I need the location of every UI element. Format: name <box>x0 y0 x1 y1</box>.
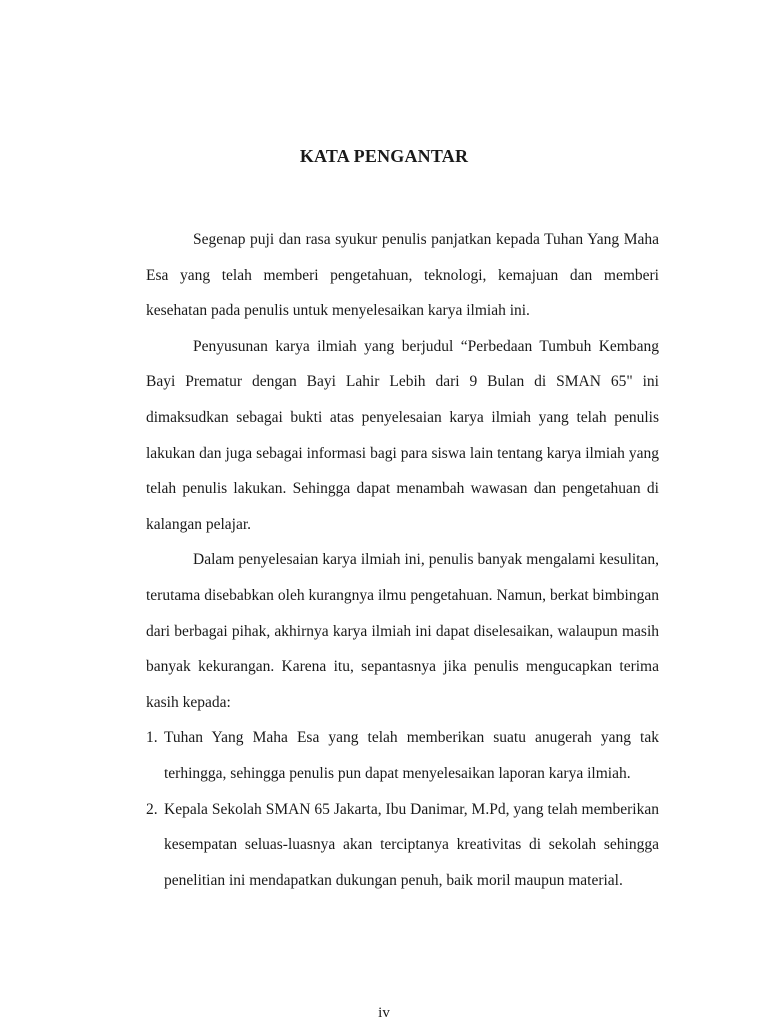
list-item-number: 2. <box>146 800 158 818</box>
paragraph-3: Dalam penyelesaian karya ilmiah ini, penulis banyak mengalami kesulitan, terutama disebabkan oleh kurangnya ilmu pengetahuan. Namun, berkat bimbingan dari berbagai pihak, akhirnya karya ilmiah ini dapat diselesaikan, walaupun masih banyak kekurangan. Karena itu, sepantasnya jika penulis mengucapkan terima kasih kepada: <box>146 551 659 711</box>
page-number: iv <box>378 1005 390 1021</box>
list-item-number: 1. <box>146 729 158 747</box>
list-item <box>146 720 659 791</box>
page-title: KATA PENGANTAR <box>299 146 469 166</box>
acknowledgement-list <box>146 720 659 898</box>
document-body <box>146 222 659 898</box>
list-item-text: Tuhan Yang Maha Esa yang telah memberikan suatu anugerah yang tak terhingga, sehingga penulis pun dapat menyelesaikan laporan karya ilmiah. <box>164 729 659 782</box>
paragraph-1: Segenap puji dan rasa syukur penulis panjatkan kepada Tuhan Yang Maha Esa yang telah memberi pengetahuan, teknologi, kemajuan dan memberi kesehatan pada penulis untuk menyelesaikan karya ilmiah ini. <box>146 231 659 320</box>
list-item-text: Kepala Sekolah SMAN 65 Jakarta, Ibu Danimar, M.Pd, yang telah memberikan kesempatan seluas-luasnya akan terciptanya kreativitas di sekolah sehingga penelitian ini mendapatkan dukungan penuh, baik moril maupun material. <box>164 800 659 889</box>
paragraph-2: Penyusunan karya ilmiah yang berjudul “Perbedaan Tumbuh Kembang Bayi Prematur dengan Bayi Lahir Lebih dari 9 Bulan di SMAN 65" ini dimaksudkan sebagai bukti atas penyelesaian karya ilmiah yang telah penulis lakukan dan juga sebagai informasi bagi para siswa lain tentang karya ilmiah yang telah penulis lakukan. Sehingga dapat menambah wawasan dan pengetahuan di kalangan pelajar. <box>146 337 659 533</box>
list-item <box>146 792 659 899</box>
